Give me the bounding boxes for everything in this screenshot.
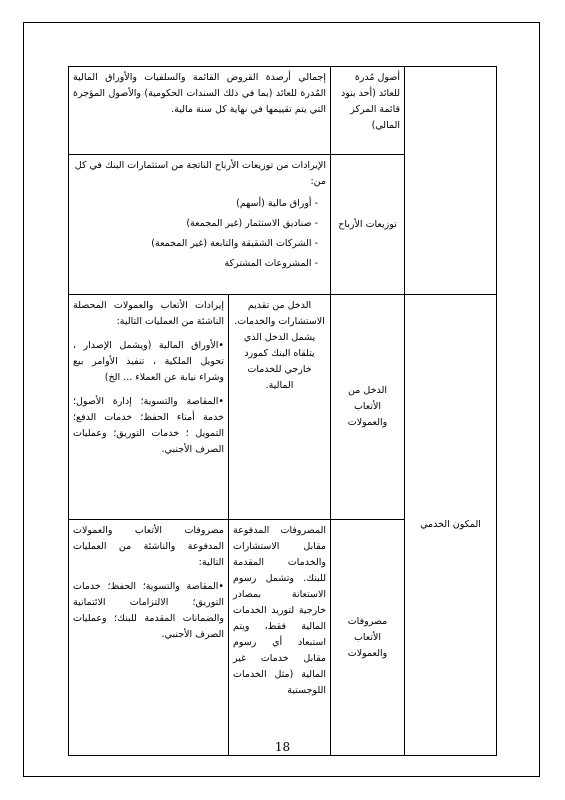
table-row [69,67,497,155]
details-heading: إيرادات الأتعاب والعمولات المحصلة الناشئة من العمليات التالية: [73,300,225,327]
details-bullet: •المقاصة والتسوية؛ إدارة الأصول؛ خدمة أمناء الحفظ؛ خدمات الدفع؛ التمويل ؛ خدمات التوريق؛ وعمليات الصرف الأجنبي. [73,396,225,455]
item-cell: توزيعات الأرباح [331,155,405,295]
description-cell: المصروفات المدفوعة مقابل الاستشارات والخدمات المقدمة للبنك. وتشمل رسوم الاستعانة بمصادر خارجية لتوريد الخدمات المالية فقط، ويتم استبعاد أي رسوم مقابل خدمات غير المالية (مثل الخدمات اللوجستية [229,520,331,756]
page-number: 18 [274,740,291,754]
details-cell [69,295,229,520]
business-indicator-table [68,66,497,756]
definition-cell: إجمالي أرصدة القروض القائمة والسلفيات والأوراق المالية المُدرة للعائد (بما في ذلك السندات الحكومية) والأصول المؤجرة التي يتم تقييمها في نهاية كل سنة مالية. [69,67,331,155]
table-row [69,295,497,520]
details-heading: مصروفات الأتعاب والعمولات المدفوعة والناشئة من العمليات التالية: [73,525,225,568]
item-cell: أصول مُدرة للعائد (أحد بنود قائمة المركز المالي) [331,67,405,155]
dividends-intro: الإيرادات من توزيعات الأرباح الناتجة من استثمارات البنك في كل من: [74,160,327,187]
description-cell: الدخل من تقديم الاستشارات والخدمات. يشمل الدخل الذي يتلقاه البنك كمورد خارجي للخدمات المالية. [229,295,331,520]
component-cell-blank [405,67,497,295]
dividends-list [73,194,326,274]
list-item: - المشروعات المشتركة [73,254,318,274]
list-item: - أوراق مالية (أسهم) [73,194,318,214]
list-item: - صناديق الاستثمار (غير المجمعة) [73,214,318,234]
details-cell [69,520,229,756]
definition-cell [69,155,331,295]
details-bullet: •الأوراق المالية (ويشمل الإصدار ، تحويل الملكية ، تنفيذ الأوامر بيع وشراء نيابة عن العملاء ... الخ) [73,340,225,383]
item-cell: الدخل من الأتعاب والعمولات [331,295,405,520]
item-cell: مصروفات الأتعاب والعمولات [331,520,405,756]
component-label: المكون الخدمي [405,295,497,756]
details-bullet: •المقاصة والتسوية؛ الحفظ؛ خدمات التوريق؛ الالتزامات الائتمانية والضمانات المقدمة للبنك؛ وعمليات الصرف الأجنبي. [73,581,225,640]
list-item: - الشركات الشقيقة والتابعة (غير المجمعة) [73,234,318,254]
